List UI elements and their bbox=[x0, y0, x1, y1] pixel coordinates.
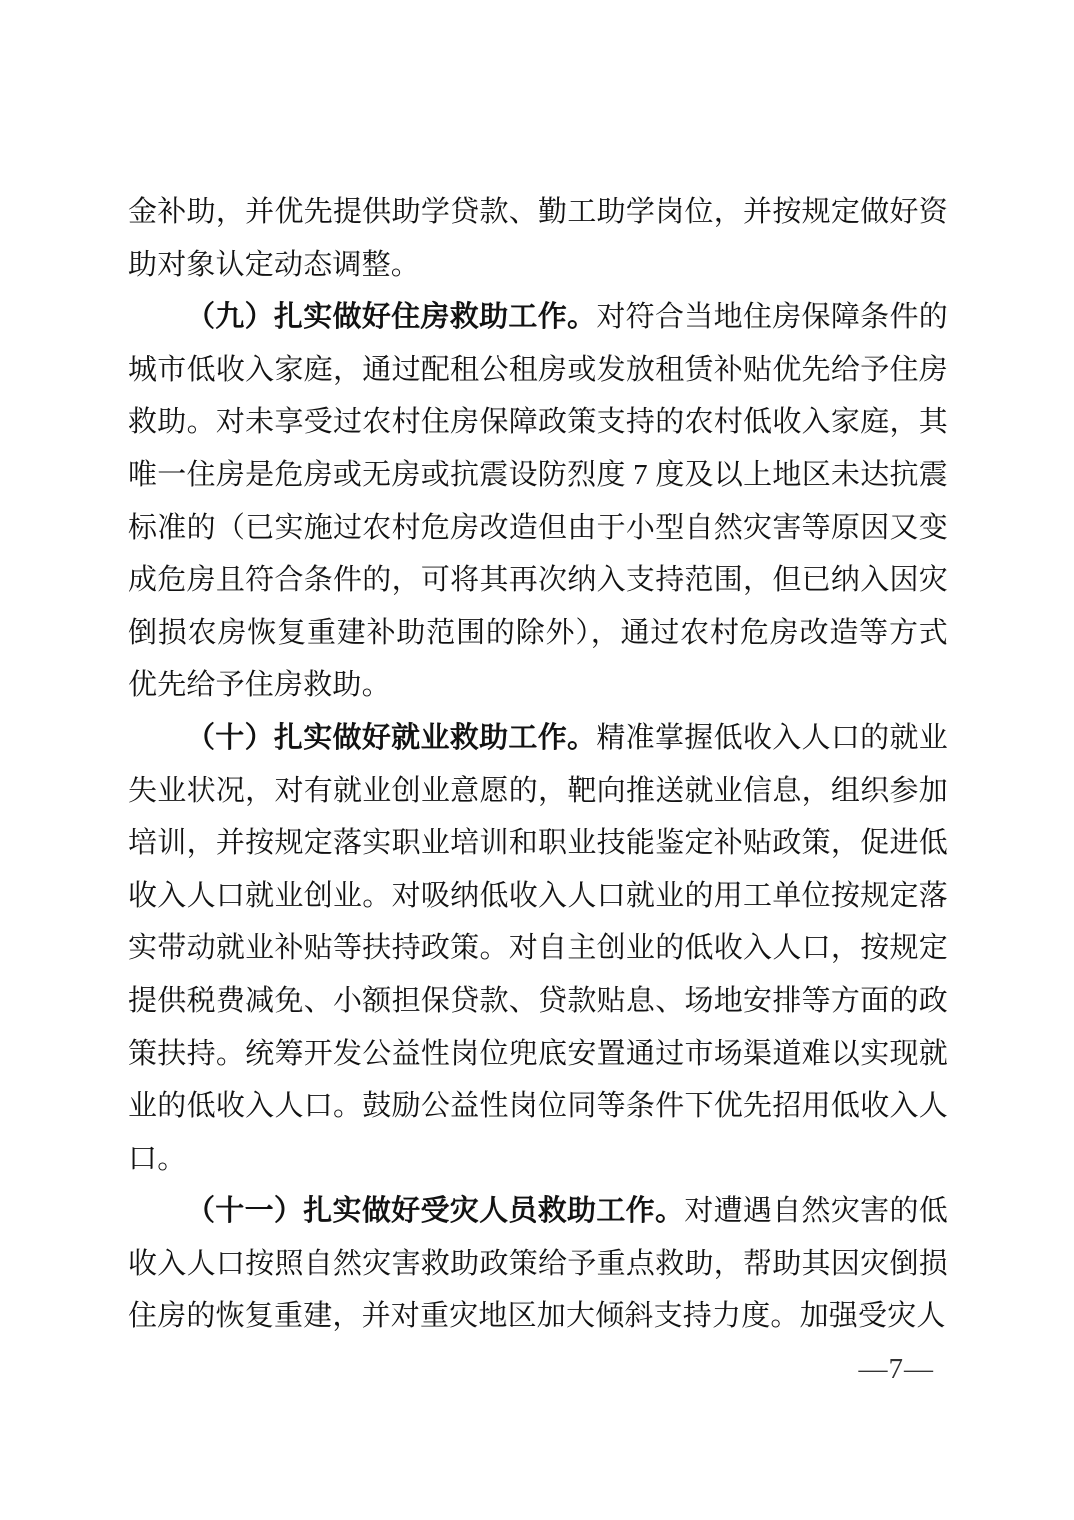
paragraph-body-text: 金补助，并优先提供助学贷款、勤工助学岗位，并按规定做好资助对象认定动态调整。 bbox=[128, 196, 948, 281]
paragraph-body-text: 对遭遇自然灾害的低收入人口按照自然灾害救助政策给予重点救助，帮助其因灾倒损住房的恢复重建，并对重灾地区加大倾斜支持力度。加强受灾人 bbox=[128, 1195, 948, 1333]
paragraph-item-9 bbox=[128, 291, 948, 712]
paragraph-body-text: 精准掌握低收入人口的就业失业状况，对有就业创业意愿的，靶向推送就业信息，组织参加培训，并按规定落实职业培训和职业技能鉴定补贴政策，促进低收入人口就业创业。对吸纳低收入人口就业的用工单位按规定落实带动就业补贴等扶持政策。对自主创业的低收入人口，按规定提供税费减免、小额担保贷款、贷款贴息、场地安排等方面的政策扶持。统筹开发公益性岗位兜底安置通过市场渠道难以实现就业的低收入人口。鼓励公益性岗位同等条件下优先招用低收入人口。 bbox=[128, 721, 948, 1175]
paragraph-heading: （十一）扎实做好受灾人员救助工作。 bbox=[186, 1195, 685, 1228]
document-body bbox=[128, 186, 948, 1343]
paragraph-continuation bbox=[128, 186, 948, 291]
paragraph-item-10 bbox=[128, 712, 948, 1185]
page-number: —7— bbox=[858, 1353, 934, 1385]
paragraph-heading: （九）扎实做好住房救助工作。 bbox=[186, 301, 597, 334]
paragraph-body-text: 对符合当地住房保障条件的城市低收入家庭，通过配租公租房或发放租赁补贴优先给予住房救助。对未享受过农村住房保障政策支持的农村低收入家庭，其唯一住房是危房或无房或抗震设防烈度 7 度及以上地区未达抗震标准的（已实施过农村危房改造但由于小型自然灾害等原因又变成危房且符合条件的，可将其再次纳入支持范围，但已纳入因灾倒损农房恢复重建补助范围的除外），通过农村危房改造等方式优先给予住房救助。 bbox=[128, 301, 948, 702]
paragraph-heading: （十）扎实做好就业救助工作。 bbox=[186, 721, 597, 754]
paragraph-item-11 bbox=[128, 1185, 948, 1343]
